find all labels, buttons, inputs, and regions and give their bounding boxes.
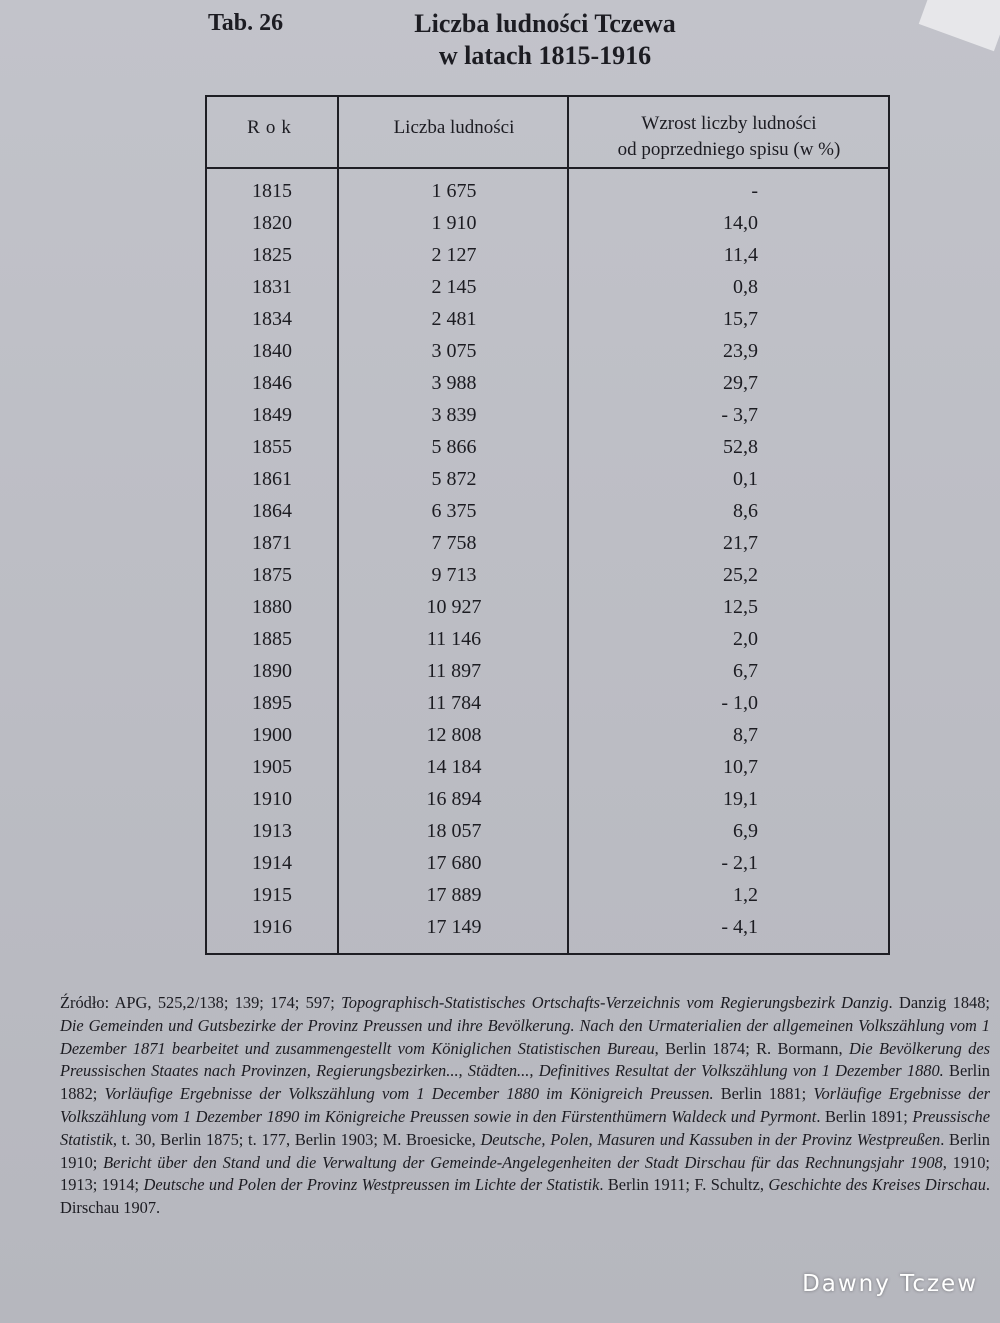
population-cell: 11 897 xyxy=(426,660,482,682)
source-title: Preussische Statistik xyxy=(60,1106,990,1149)
growth-cell: 6,9 xyxy=(733,820,758,842)
table-row xyxy=(207,305,888,337)
table-row xyxy=(207,401,888,433)
table-row xyxy=(207,913,888,945)
year-cell: 1864 xyxy=(252,500,292,522)
year-cell: 1905 xyxy=(252,756,292,778)
population-cell: 6 375 xyxy=(431,500,477,522)
table-row xyxy=(207,657,888,689)
source-text: . Berlin 1911; F. Schultz, xyxy=(599,1175,769,1195)
growth-cell: 8,6 xyxy=(733,500,758,522)
source-title: Deutsche und Polen der Provinz Westpreussen im Lichte der Statistik xyxy=(143,1175,600,1195)
growth-cell: 19,1 xyxy=(723,788,758,810)
year-cell: 1820 xyxy=(252,212,292,234)
source-text: , Berlin 1874; R. Bormann, xyxy=(654,1038,849,1058)
growth-cell: 12,5 xyxy=(723,596,758,618)
header-population: Liczba ludności xyxy=(393,117,515,138)
growth-cell: 23,9 xyxy=(723,340,758,362)
year-cell: 1871 xyxy=(252,532,292,554)
source-title: Vorläufige Ergebnisse der Volkszählung vom 1 December 1880 im Königreich Preussen. xyxy=(104,1084,714,1104)
source-text: , t. 30, Berlin 1875; t. 177, Berlin 1903; M. Broesicke, xyxy=(112,1129,481,1149)
population-cell: 16 894 xyxy=(426,788,482,810)
population-cell: 1 910 xyxy=(431,212,477,234)
table-row xyxy=(207,273,888,305)
table-body xyxy=(207,177,888,945)
table-row xyxy=(207,785,888,817)
table-title xyxy=(380,8,710,72)
source-text: Berlin 1882; xyxy=(60,1061,990,1104)
year-cell: 1831 xyxy=(252,276,292,298)
growth-cell: - 1,0 xyxy=(721,692,758,714)
growth-cell: 2,0 xyxy=(733,628,758,650)
table-row xyxy=(207,849,888,881)
growth-cell: 1,2 xyxy=(733,884,758,906)
watermark: Dawny Tczew xyxy=(802,1271,978,1297)
source-title: Bericht über den Stand und die Verwaltung der Gemeinde-Angelegenheiten der Stadt Dirschau für das Rechnungsjahr 1908 xyxy=(103,1152,943,1172)
year-cell: 1846 xyxy=(252,372,292,394)
growth-cell: 10,7 xyxy=(723,756,758,778)
table-row xyxy=(207,721,888,753)
table-row xyxy=(207,209,888,241)
source-title: Deutsche, Polen, Masuren und Kassuben in der Provinz Westpreußen xyxy=(480,1129,941,1149)
table-row xyxy=(207,753,888,785)
table-row xyxy=(207,625,888,657)
growth-cell: - 3,7 xyxy=(721,404,758,426)
source-title: Vorläufige Ergebnisse der Volkszählung vom 1 Dezember 1890 im Königreiche Preussen sowie in den Fürstenthümern Waldeck und Pyrmont xyxy=(60,1084,990,1126)
table-row xyxy=(207,561,888,593)
year-cell: 1875 xyxy=(252,564,292,586)
source-text: , 1910; 1913; 1914; xyxy=(60,1152,990,1195)
population-cell: 2 145 xyxy=(431,276,477,298)
growth-cell: 14,0 xyxy=(723,212,758,234)
population-cell: 2 127 xyxy=(431,244,477,266)
year-cell: 1825 xyxy=(252,244,292,266)
population-cell: 5 872 xyxy=(431,468,477,490)
table-label: Tab. 26 xyxy=(208,10,284,36)
source-text: . Danzig 1848; xyxy=(888,993,990,1012)
growth-cell: 8,7 xyxy=(733,724,758,746)
year-cell: 1890 xyxy=(252,660,292,682)
source-note xyxy=(60,992,990,1220)
population-cell: 3 075 xyxy=(431,340,477,362)
title-line-2: w latach 1815-1916 xyxy=(438,41,652,70)
year-cell: 1914 xyxy=(252,852,292,874)
year-cell: 1834 xyxy=(252,308,292,330)
population-cell: 17 149 xyxy=(426,916,482,938)
source-text: Źródło: APG, 525,2/138; 139; 174; 597; xyxy=(60,993,342,1012)
year-cell: 1840 xyxy=(252,340,292,362)
growth-cell: 25,2 xyxy=(723,564,758,586)
source-text: . Berlin 1891; xyxy=(816,1106,913,1126)
growth-cell: 52,8 xyxy=(723,436,758,458)
header-year: Rok xyxy=(247,117,297,138)
year-cell: 1880 xyxy=(252,596,292,618)
growth-cell: 11,4 xyxy=(723,244,758,266)
table-row xyxy=(207,241,888,273)
table-row xyxy=(207,465,888,497)
year-cell: 1916 xyxy=(252,916,292,938)
table-row xyxy=(207,593,888,625)
growth-cell: 29,7 xyxy=(723,372,758,394)
growth-cell: 0,1 xyxy=(733,468,758,490)
population-cell: 14 184 xyxy=(426,756,482,778)
population-cell: 7 758 xyxy=(431,532,477,554)
source-text: . Dirschau 1907. xyxy=(60,1175,991,1218)
header-growth-line-2: od poprzedniego spisu (w %) xyxy=(617,139,841,160)
table-row xyxy=(207,369,888,401)
growth-cell: 15,7 xyxy=(723,308,758,330)
growth-cell: - xyxy=(751,180,758,202)
table-row xyxy=(207,337,888,369)
year-cell: 1913 xyxy=(252,820,292,842)
population-cell: 18 057 xyxy=(426,820,482,842)
source-text: . Berlin 1910; xyxy=(60,1129,990,1172)
growth-cell: - 2,1 xyxy=(721,852,758,874)
source-text: Berlin 1881; xyxy=(713,1084,814,1104)
population-cell: 11 146 xyxy=(426,628,482,650)
growth-cell: 6,7 xyxy=(733,660,758,682)
title-line-1: Liczba ludności Tczewa xyxy=(414,9,676,38)
growth-cell: 0,8 xyxy=(733,276,758,298)
population-cell: 17 680 xyxy=(426,852,482,874)
table-row xyxy=(207,497,888,529)
table-row xyxy=(207,689,888,721)
source-title: Die Bevölkerung des Preussischen Staates nach Provinzen, Regierungsbezirken..., Städten..., Definitives Resultat der Volkszählung von 1 Dezember 1880. xyxy=(60,1038,990,1081)
population-cell: 3 988 xyxy=(431,372,477,394)
year-cell: 1915 xyxy=(252,884,292,906)
table-row xyxy=(207,529,888,561)
year-cell: 1885 xyxy=(252,628,292,650)
year-cell: 1815 xyxy=(252,180,292,202)
year-cell: 1861 xyxy=(252,468,292,490)
growth-cell: 21,7 xyxy=(723,532,758,554)
table-row xyxy=(207,177,888,209)
population-cell: 17 889 xyxy=(426,884,482,906)
year-cell: 1855 xyxy=(252,436,292,458)
table-row xyxy=(207,881,888,913)
year-cell: 1849 xyxy=(252,404,292,426)
year-cell: 1910 xyxy=(252,788,292,810)
population-cell: 10 927 xyxy=(426,596,482,618)
population-cell: 2 481 xyxy=(431,308,477,330)
table-row xyxy=(207,433,888,465)
header-growth-line-1: Wzrost liczby ludności xyxy=(641,113,817,134)
header-growth xyxy=(569,111,889,163)
source-title: Topographisch-Statistisches Ortschafts-Verzeichnis vom Regierungsbezirk Danzig xyxy=(341,993,889,1012)
table-row xyxy=(207,817,888,849)
header-divider xyxy=(207,167,888,169)
population-cell: 9 713 xyxy=(431,564,477,586)
source-title: Die Gemeinden und Gutsbezirke der Provinz Preussen und ihre Bevölkerung. Nach den Urmaterialien der allgemeinen Volkszählung vom 1 Dezember 1871 bearbeitet und zusammengestellt vom Königlichen Statistischen Bureau xyxy=(60,1015,990,1058)
population-table xyxy=(205,95,890,955)
source-title: Geschichte des Kreises Dirschau xyxy=(768,1175,986,1195)
year-cell: 1895 xyxy=(252,692,292,714)
page-corner xyxy=(919,0,1000,51)
population-cell: 11 784 xyxy=(426,692,482,714)
population-cell: 12 808 xyxy=(426,724,482,746)
growth-cell: - 4,1 xyxy=(721,916,758,938)
year-cell: 1900 xyxy=(252,724,292,746)
population-cell: 5 866 xyxy=(431,436,477,458)
population-cell: 3 839 xyxy=(431,404,477,426)
population-cell: 1 675 xyxy=(431,180,477,202)
